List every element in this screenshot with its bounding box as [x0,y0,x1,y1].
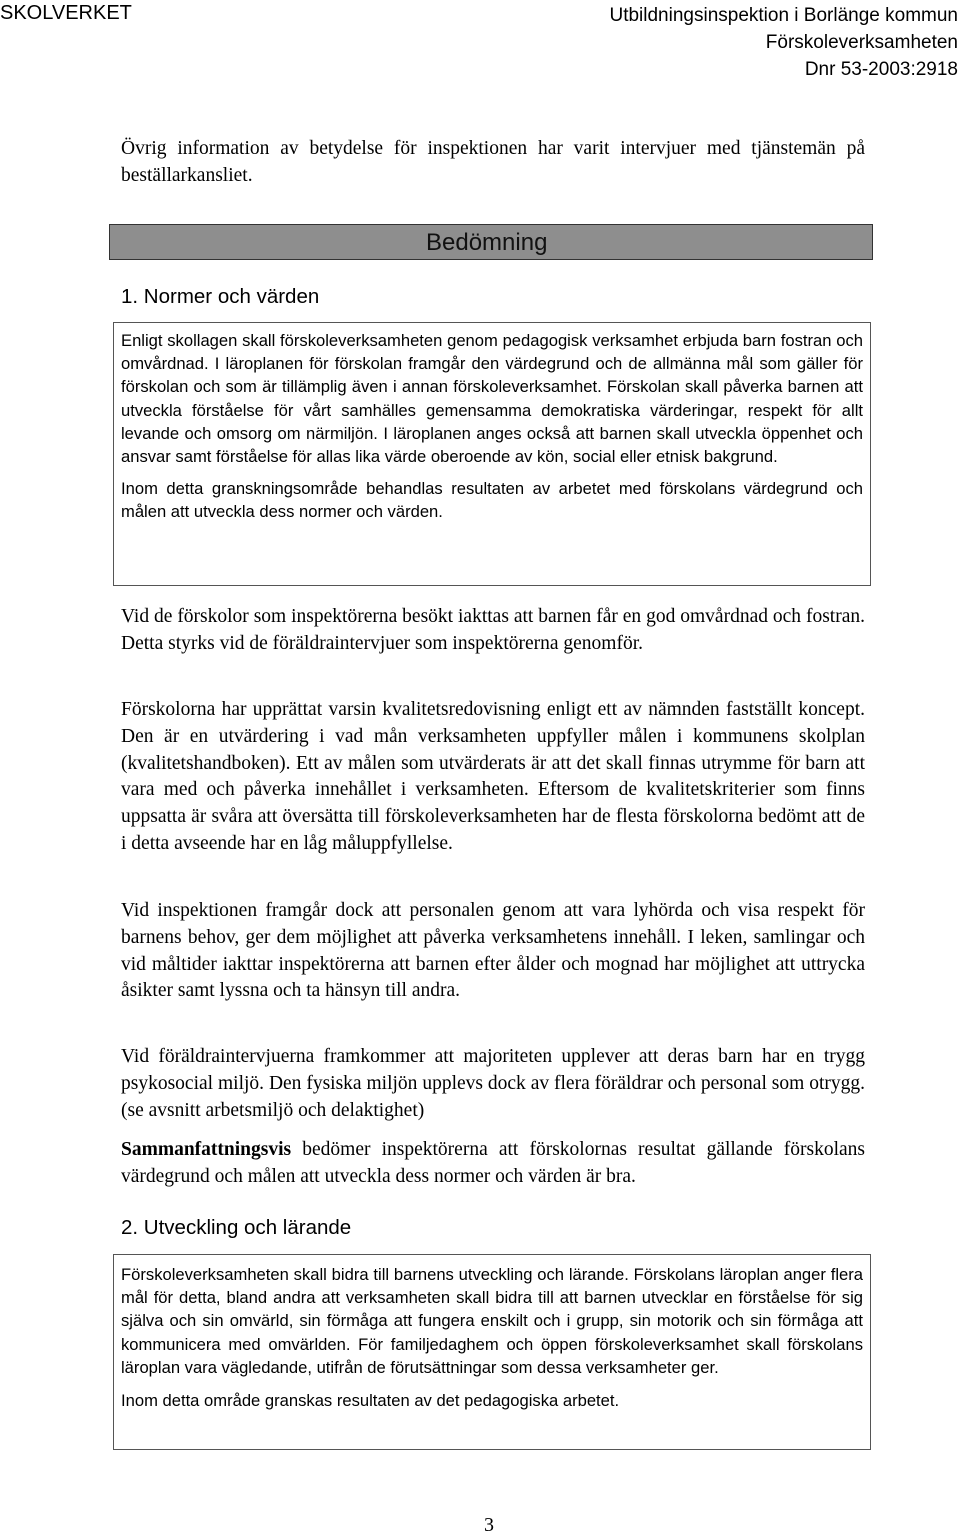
summary-text: bedömer inspektörerna att förskolornas resultat gällande förskolans värdegrund och målen att utveckla dess normer och värden är bra. [121,1139,865,1187]
header-title: Utbildningsinspektion i Borlänge kommun [609,5,958,26]
section1-paragraph-4: Vid föräldraintervjuerna framkommer att majoriteten upplever att deras barn har en trygg psykosocial miljö. Den fysiska miljön upplevs dock av flera föräldrar och personal som otrygg. (se avsnitt arbetsmiljö och delaktighet) [121,1046,865,1121]
section2-info-box [113,1254,871,1450]
header-meta [609,2,958,83]
header-diary-number: Dnr 53-2003:2918 [804,59,958,80]
section1-paragraph-1: Vid de förskolor som inspektörerna besökt iakttas att barnen får en god omvårdnad och fostran. Detta styrks vid de föräldraintervjuer som inspektörerna genomför. [121,606,865,654]
header-org: SKOLVERKET [0,2,132,24]
section1-summary [121,1137,865,1191]
section1-heading: 1. Normer och värden [121,285,320,308]
summary-lead: Sammanfattningsvis [121,1139,292,1160]
section2-box-scope: Inom detta område granskas resultaten av det pedagogiska arbetet. [121,1391,620,1411]
section1-box-scope: Inom detta granskningsområde behandlas resultaten av arbetet med förskolans värdegrund och målen att utveckla dess normer och värden. [121,479,863,522]
section2-heading: 2. Utveckling och lärande [121,1216,352,1239]
banner-title: Bedömning [426,229,548,256]
section1-paragraph-3: Vid inspektionen framgår dock att personalen genom att vara lyhörda och visa respekt för barnens behov, ger dem möjlighet att påverka verksamhetens innehåll. I leken, samlingar och vid måltider iakttar inspektörerna att barnen efter ålder och mognad har möjlighet att uttrycka åsikter samt lyssna och ta hänsyn till andra. [121,900,865,1002]
section2-box-text: Förskoleverksamheten skall bidra till barnens utveckling och lärande. Förskolans läroplan anger flera mål för detta, bland andra att verksamheten skall bidra till att barnen utvecklar en förståelse för sig själva och sin omvärld, sin förmåga att fungera enskilt och i grupp, sin motorik och sin förmåga att kommunicera med omvärlden. För familjedaghem och öppen förskoleverksamhet skall förskolans läroplan vara vägledande, utifrån de förutsättningar som dessa verksamheter ger. [121,1265,863,1377]
assessment-banner [109,224,873,260]
page-number: 3 [484,1514,494,1536]
section1-paragraph-2: Förskolorna har upprättat varsin kvalitetsredovisning enligt ett av nämnden fastställt koncept. Den är en utvärdering i vad mån verksamheten uppfyller målen i kommunens skolplan (kvalitetshandboken). Ett av målen som utvärderats är att det skall finnas utrymme för barn att vara med och påverka innehållet i verksamheten. Eftersom de kvalitetskriterier som finns uppsatta är svåra att översätta till förskoleverksamheten har de flesta förskolorna bedömt att de i detta avseende har en låg måluppfyllelse. [121,699,865,854]
intro-paragraph: Övrig information av betydelse för inspektionen har varit intervjuer med tjänstemän på beställarkansliet. [121,138,865,186]
section1-box-text: Enligt skollagen skall förskoleverksamheten genom pedagogisk verksamhet erbjuda barn fostran och omvårdnad. I läroplanen för förskolan framgår den värdegrund och de allmänna mål som gäller för förskolan och som är tillämplig även i annan förskoleverksamhet. Förskolan skall påverka barnen att utveckla förståelse för vårt samhälles gemensamma demokratiska värderingar, respekt för allt levande och omsorg om närmiljön. I läroplanen anges också att barnen skall utveckla öppenhet och ansvar samt förståelse för allas lika värde oberoende av kön, social eller etnisk bakgrund. [121,331,863,467]
header-subtitle: Förskoleverksamheten [765,32,958,53]
section1-info-box [113,322,871,586]
